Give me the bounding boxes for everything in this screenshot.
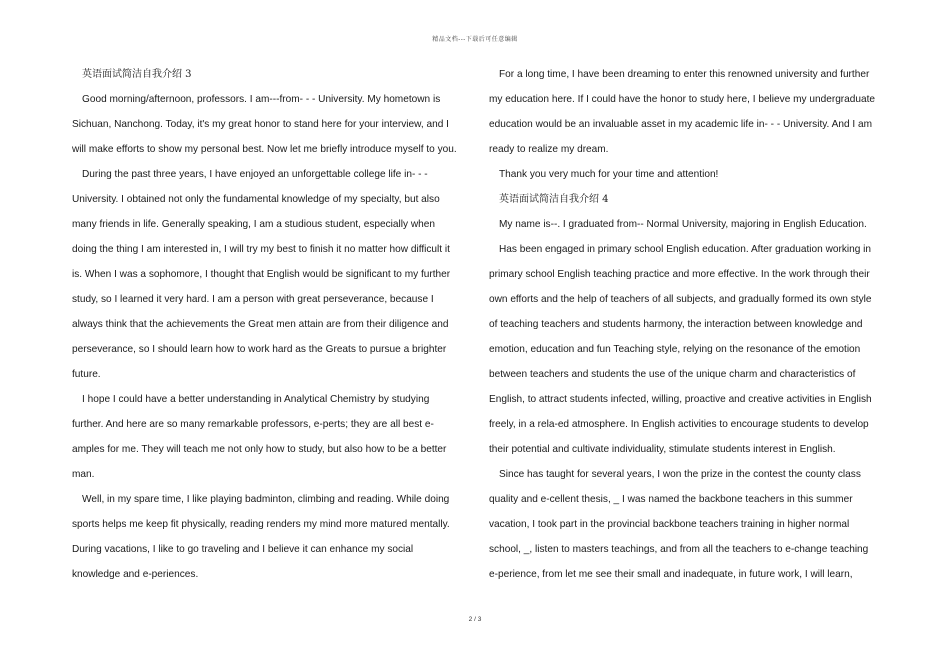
paragraph: Good morning/afternoon, professors. I am---from- - - University. My hometown is Sichuan, Nanchong. Today, it's my great honor to stand here for your interview, and I will make efforts to show my personal best. Now let me briefly introduce myself to you. [72,94,457,155]
paragraph: Since has taught for several years, I won the prize in the contest the county class quality and e-cellent thesis, _ I was named the backbone teachers in this summer vacation, I took part in the provincial backbone teachers training in higher normal school, _, listen to masters teachings, and from all the teachers to e-change teaching e-perience, from let me see their small and inadequate, in future work, I will learn, [489,469,869,580]
paragraph: Has been engaged in primary school English education. After graduation working in primary school English teaching practice and more effective. In the work through their own efforts and the help of teachers of all subjects, and gradually formed its own style of teaching teachers and students harmony, the interaction between knowledge and emotion, education and fun Teaching style, relying on the resonance of the emotion between teachers and students the use of the unique charm and characteristics of English, to attract students infected, willing, proactive and creative activities in English freely, in a rela-ed atmosphere. In English activities to encourage students to develop their potential and cultivate individuality, stimulate students interest in English. [489,244,872,455]
page-number: 2 / 3 [468,616,482,623]
paragraph: I hope I could have a better understanding in Analytical Chemistry by studying further. And here are so many remarkable professors, e-perts; they are all best e-amples for me. They will teach me not only how to study, but also how to be a better man. [72,394,447,480]
left-column [72,62,460,587]
paragraph: Well, in my spare time, I like playing badminton, climbing and reading. While doing sports helps me keep fit physically, reading renders my mind more matured mentally. During vacations, I like to go traveling and I believe it can enhance my social knowledge and e-periences. [72,494,450,580]
paragraph: During the past three years, I have enjoyed an unforgettable college life in- - - University. I obtained not only the fundamental knowledge of my specialty, but also many friends in life. Generally speaking, I am a studious student, especially when doing the thing I am interested in, I will try my best to finish it no matter how difficult it is. When I was a sophomore, I thought that English would be significant to my further study, so I learned it very hard. I am a person with great perseverance, because I always think that the achievements the Great men attain are from their diligence and perseverance, so I should learn how to work hard as the Greats to pursue a brighter future. [72,169,451,380]
paragraph: My name is--. I graduated from-- Normal University, majoring in English Education. [499,219,867,230]
section-heading-3: 英语面试简洁自我介绍 3 [82,69,192,80]
paragraph: For a long time, I have been dreaming to enter this renowned university and further my education here. If I could have the honor to study here, I believe my undergraduate education would be an invaluable asset in my academic life in- - - University. And I am ready to realize my dream. [489,69,876,155]
right-column [489,62,879,587]
page-header: 精品文档---下载后可任意编辑 [432,36,518,43]
section-heading-4: 英语面试简洁自我介绍 4 [499,194,609,205]
paragraph: Thank you very much for your time and attention! [499,169,719,180]
